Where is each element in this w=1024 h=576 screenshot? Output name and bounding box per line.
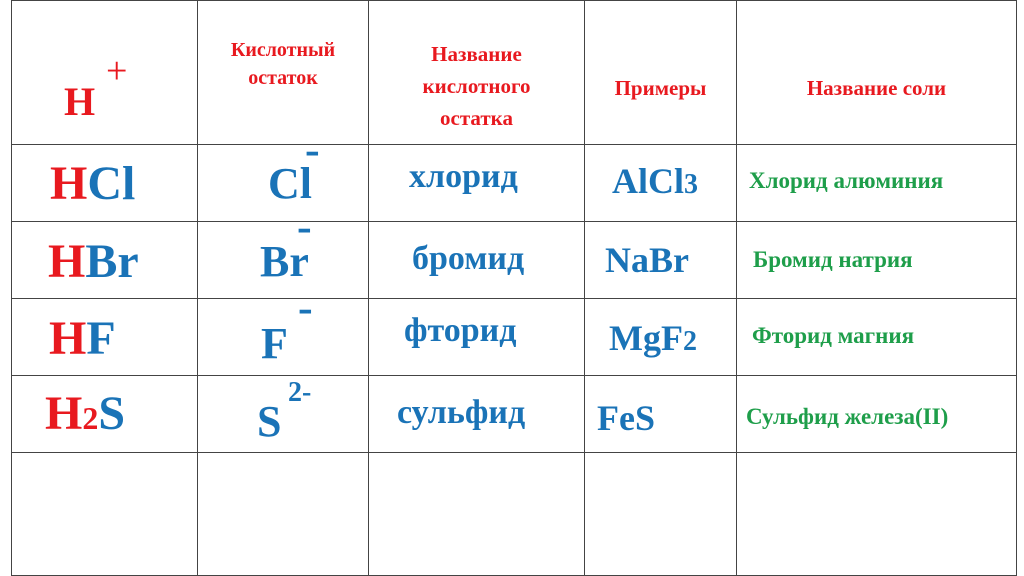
row-divider: [11, 298, 1017, 299]
row-divider: [11, 144, 1017, 145]
header-acid-residue-line1: Кислотный: [230, 39, 336, 61]
acid-hydrogen: H: [48, 235, 86, 288]
acid-residue: Br: [85, 235, 139, 288]
ion-charge: -: [298, 283, 313, 332]
acid-formula: [49, 312, 116, 365]
salt-name: Фторид магния: [752, 323, 915, 348]
header-examples: Примеры: [614, 76, 707, 100]
ion-symbol: F: [261, 319, 288, 368]
acid-formula: [50, 157, 136, 210]
example-subscript: 2: [682, 326, 697, 357]
ion-name: бромид: [412, 240, 525, 277]
salt-name: Бромид натрия: [753, 247, 913, 272]
header-acid-residue: [198, 36, 368, 92]
header-residue-name-line3: остатка: [440, 106, 513, 130]
ion-charge: -: [305, 125, 320, 174]
acid-formula: [48, 235, 139, 288]
acid-hydrogen: H: [50, 157, 88, 210]
ion-name: сульфид: [397, 394, 526, 431]
ion-symbol: S: [257, 397, 282, 446]
acid-hydrogen: H: [45, 387, 83, 440]
header-residue-name: [369, 38, 584, 134]
ion-charge: 2-: [288, 377, 312, 408]
example-main: FeS: [597, 398, 655, 438]
acid-hydrogen: H: [49, 312, 87, 365]
example-main: MgF: [609, 318, 683, 358]
header-residue-name-line1: Название: [431, 42, 522, 66]
row-divider: [11, 375, 1017, 376]
header-salt-name: Название соли: [806, 76, 947, 100]
example-subscript: 3: [684, 169, 698, 200]
acid-formula: [45, 387, 126, 440]
ion-symbol: Br: [260, 237, 309, 286]
ion-symbol: Cl: [268, 159, 312, 208]
acid-hydrogen-subscript: 2: [82, 400, 99, 436]
ion-name: фторид: [404, 312, 517, 349]
salt-name: Сульфид железа(II): [746, 404, 949, 429]
ion-name: хлорид: [409, 158, 518, 195]
example-formula: [597, 400, 655, 436]
empty-cell: [12, 453, 197, 575]
row-divider: [11, 221, 1017, 222]
salt-name: Хлорид алюминия: [749, 168, 944, 193]
acid-residue: S: [98, 387, 126, 440]
example-formula: [612, 163, 698, 199]
acid-residue: F: [86, 312, 116, 365]
example-formula: [609, 320, 697, 356]
acid-residue: Cl: [87, 157, 136, 210]
ion-charge: -: [297, 202, 312, 251]
table-border-right: [1016, 0, 1017, 576]
header-cation-symbol: H: [64, 79, 96, 124]
example-main: AlCl: [612, 161, 684, 201]
table-border-top: [11, 0, 1017, 1]
example-formula: [605, 242, 689, 278]
header-residue-name-line2: кислотного: [422, 74, 531, 98]
header-cation-charge: +: [106, 50, 128, 92]
example-main: NaBr: [605, 240, 689, 280]
header-acid-residue-line2: остаток: [248, 67, 318, 89]
